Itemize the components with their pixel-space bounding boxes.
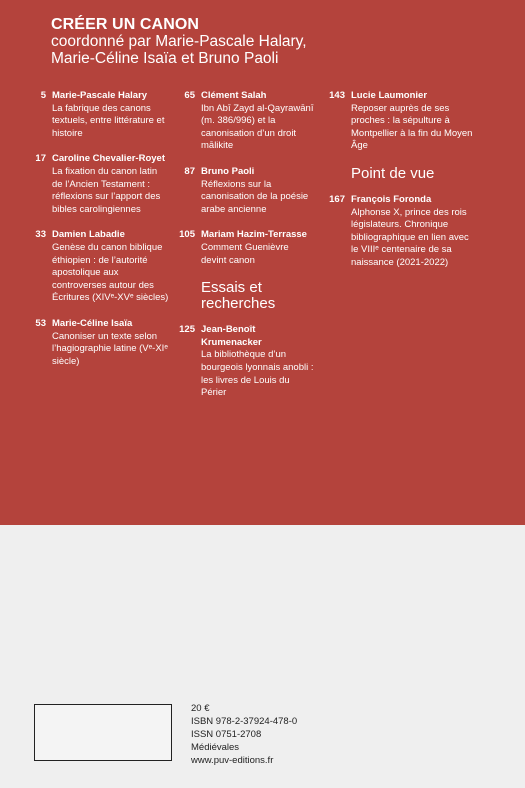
page-number: 65: [184, 90, 195, 101]
article-title: Comment Guenièvre devint canon: [201, 241, 289, 266]
author-name: Caroline Chevalier-Royet: [52, 153, 165, 165]
author-name: Marie-Céline Isaïa: [52, 317, 133, 329]
title-block: [51, 16, 307, 67]
toc-column-3: [325, 90, 475, 283]
page-number: 33: [35, 229, 46, 241]
author-name: François Foronda: [351, 193, 432, 205]
website: www.puv-editions.fr: [191, 755, 274, 766]
toc-entry: [30, 229, 170, 305]
page-number: 17: [35, 153, 46, 165]
page-number: 167: [329, 193, 345, 205]
toc-entry: [325, 90, 475, 153]
editors-line-2: Marie-Céline Isaïa et Bruno Paoli: [51, 50, 279, 67]
price: 20 €: [191, 703, 210, 714]
toc-entry: [176, 90, 316, 153]
page-number: 143: [329, 90, 345, 101]
article-title: Alphonse X, prince des rois législateurs. Chronique bibliographique en lien avec le VIIIᵉ centenaire de sa naissance (2021-2022): [351, 206, 469, 268]
barcode-placeholder: [34, 704, 172, 761]
toc-entry: [176, 166, 316, 216]
page-number: 53: [35, 317, 46, 329]
author-name: Lucie Laumonier: [351, 90, 428, 101]
page-number: 125: [179, 324, 195, 336]
author-name: Mariam Hazim-Terrasse: [201, 229, 307, 241]
article-title: La fixation du canon latin de l’Ancien Testament : réflexions sur l’apport des bibles carolingiennes: [52, 165, 161, 215]
toc-entry: [30, 318, 170, 368]
toc-entry: [30, 153, 170, 216]
author-name: Damien Labadie: [52, 229, 125, 241]
article-title: Ibn Abī Zayd al-Qayrawānī (m. 386/996) et la canonisation d’un droit mālikite: [201, 102, 314, 152]
toc-column-1: [30, 90, 170, 381]
editors-line-1: coordonné par Marie-Pascale Halary,: [51, 33, 307, 50]
toc-entry: [30, 90, 170, 140]
author-name: Bruno Paoli: [201, 165, 255, 177]
section-heading-essais: Essais et recherches: [201, 279, 276, 313]
section-heading-point-de-vue: Point de vue: [351, 164, 435, 182]
toc-entry: [176, 324, 316, 400]
toc-column-2: [176, 90, 316, 413]
issn: ISSN 0751-2708: [191, 729, 262, 740]
article-title: Canoniser un texte selon l’hagiographie latine (Vᵉ-XIᵉ siècle): [52, 330, 168, 367]
article-title: La bibliothèque d’un bourgeois lyonnais anobli : les livres de Louis du Périer: [201, 349, 314, 399]
toc-entry: [176, 229, 316, 267]
article-title: Genèse du canon biblique éthiopien : de l’autorité apostolique aux controverses autour des Écritures (XIVᵉ-XVᵉ siècles): [52, 241, 169, 304]
isbn: ISBN 978-2-37924-478-0: [191, 716, 298, 727]
publication-info: [191, 702, 297, 767]
journal-name: Médiévales: [191, 742, 240, 753]
issue-title: CRÉER UN CANON: [51, 16, 200, 33]
page-number: 5: [40, 90, 46, 101]
author-name: Clément Salah: [201, 90, 267, 101]
page-number: 87: [184, 165, 195, 177]
author-name: Jean-Benoît Krumenacker: [201, 324, 262, 348]
page-number: 105: [179, 229, 195, 241]
author-name: Marie-Pascale Halary: [52, 90, 148, 101]
article-title: La fabrique des canons textuels, entre littérature et histoire: [52, 102, 165, 139]
article-title: Reposer auprès de ses proches : la sépulture à Montpellier à la fin du Moyen Âge: [351, 102, 473, 152]
toc-entry: [325, 194, 475, 270]
article-title: Réflexions sur la canonisation de la poésie arabe ancienne: [201, 178, 309, 215]
